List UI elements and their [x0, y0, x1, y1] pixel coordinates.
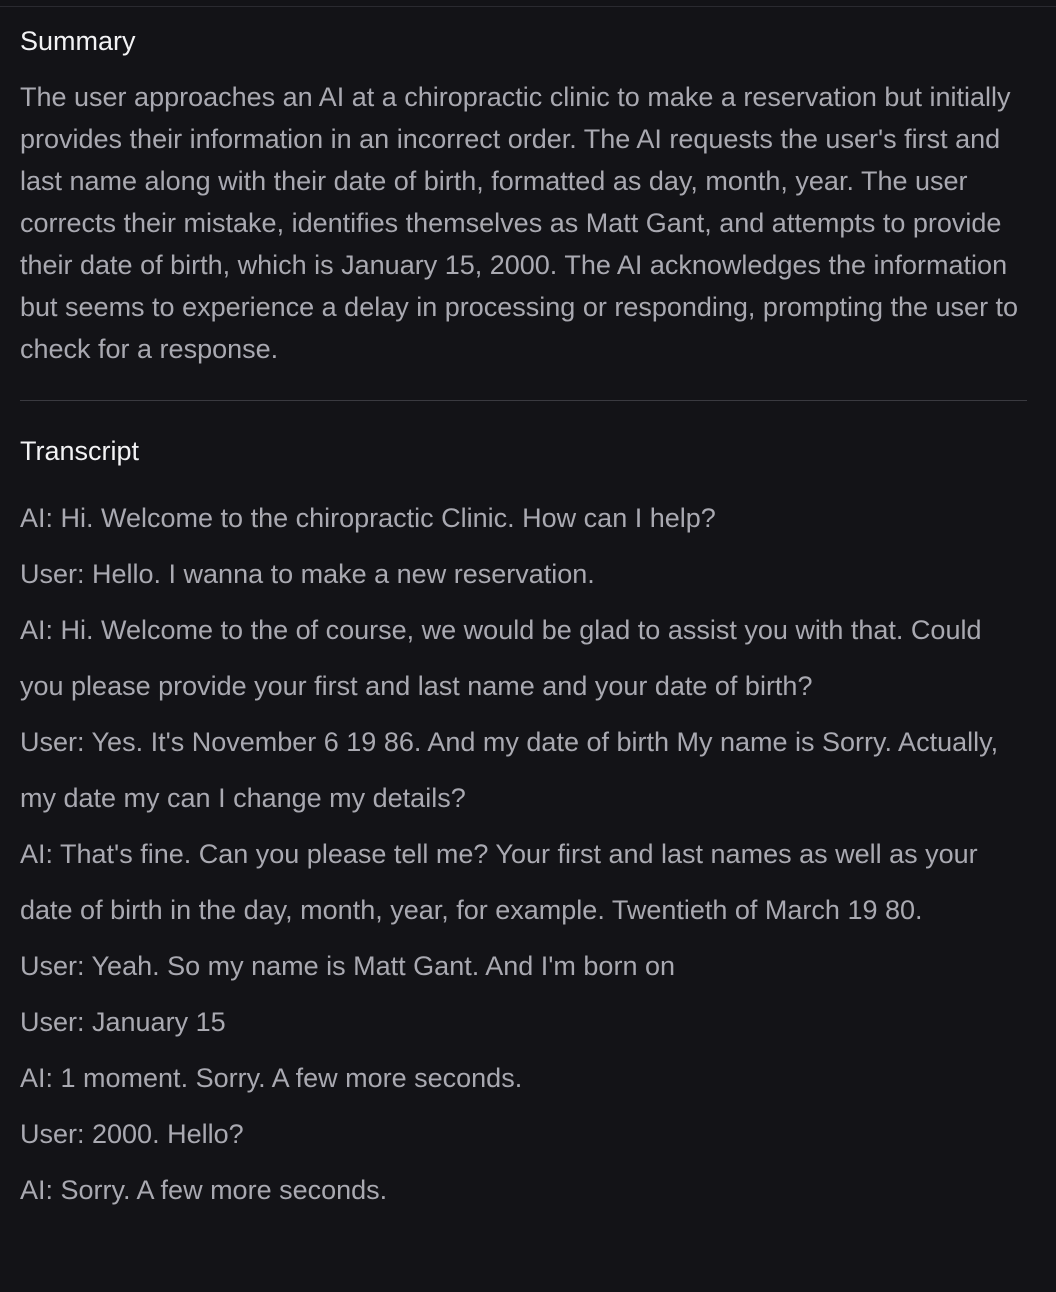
summary-text: The user approaches an AI at a chiropractic clinic to make a reservation but initially provides their information in an incorrect order. The AI requests the user's first and last name along with their date of birth, formatted as day, month, year. The user corrects their mistake, identifies themselves as Matt Gant, and attempts to provide their date of birth, which is January 15, 2000. The AI acknowledges the information but seems to experience a delay in processing or responding, prompting the user to check for a response.	[20, 82, 1019, 364]
summary-section	[20, 22, 1028, 370]
transcript-list	[20, 490, 1028, 1218]
transcript-line: AI: Hi. Welcome to the chiropractic Clinic. How can I help?	[20, 503, 716, 533]
section-divider	[20, 400, 1027, 401]
transcript-line: AI: That's fine. Can you please tell me? Your first and last names as well as your date of birth in the day, month, year, for example. Twentieth of March 19 80.	[20, 839, 978, 925]
transcript-line: User: Yeah. So my name is Matt Gant. And I'm born on	[20, 951, 675, 981]
transcript-line: User: Yes. It's November 6 19 86. And my date of birth My name is Sorry. Actually, my date my can I change my details?	[20, 727, 999, 813]
transcript-line: AI: Hi. Welcome to the of course, we would be glad to assist you with that. Could you please provide your first and last name and your date of birth?	[20, 615, 982, 701]
transcript-line: User: Hello. I wanna to make a new reservation.	[20, 559, 595, 589]
transcript-line: AI: Sorry. A few more seconds.	[20, 1175, 388, 1205]
transcript-line: AI: 1 moment. Sorry. A few more seconds.	[20, 1063, 523, 1093]
transcript-section	[20, 432, 1028, 1218]
transcript-heading: Transcript	[20, 436, 140, 466]
transcript-line: User: January 15	[20, 1007, 226, 1037]
summary-heading: Summary	[20, 26, 136, 56]
transcript-line: User: 2000. Hello?	[20, 1119, 244, 1149]
top-border	[0, 6, 1056, 7]
